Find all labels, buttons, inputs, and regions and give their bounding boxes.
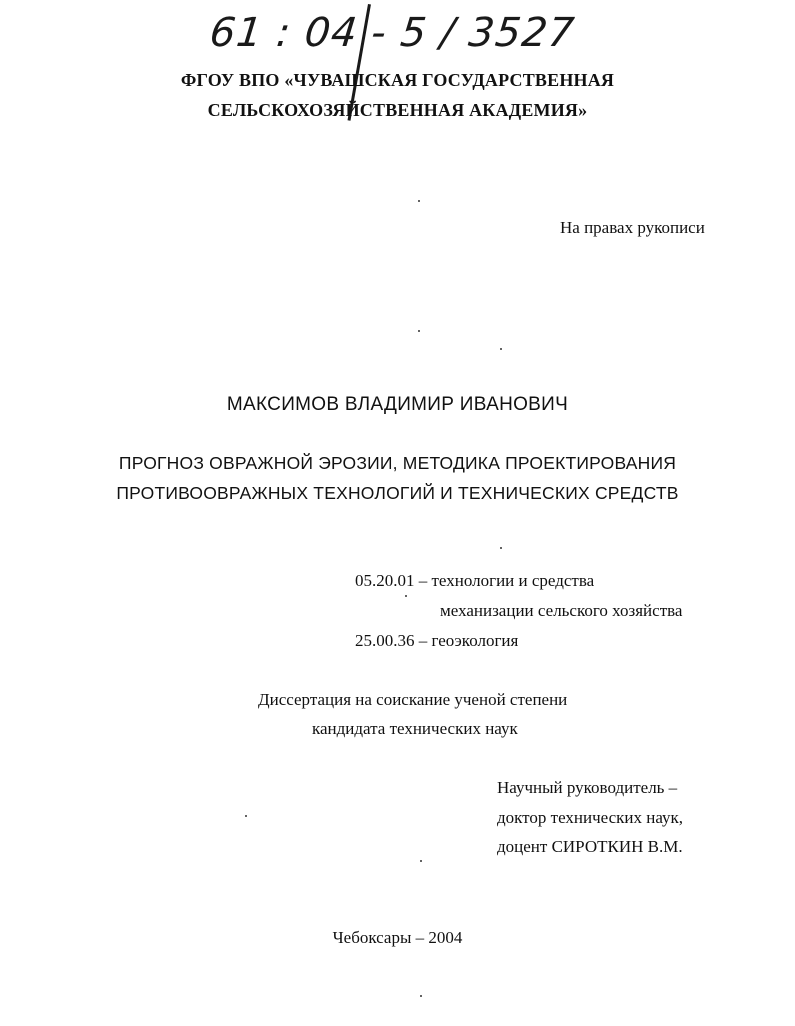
thesis-title-line-1: ПРОГНОЗ ОВРАЖНОЙ ЭРОЗИИ, МЕТОДИКА ПРОЕКТИРОВАНИЯ xyxy=(118,453,677,473)
scan-speck xyxy=(420,860,422,862)
specialty-line-1: 05.20.01 – технологии и средства xyxy=(355,571,595,590)
scan-speck xyxy=(245,815,247,817)
specialty-line-2: механизации сельского хозяйства xyxy=(440,601,683,620)
supervisor-line-1: Научный руководитель – xyxy=(497,778,678,797)
city-year: Чебоксары – 2004 xyxy=(332,928,463,947)
scan-speck xyxy=(405,595,407,597)
dissertation-line-2: кандидата технических наук xyxy=(312,719,518,738)
organization-line-1: ФГОУ ВПО «ЧУВАШСКАЯ ГОСУДАРСТВЕННАЯ xyxy=(180,70,615,90)
rights-note: На правах рукописи xyxy=(560,218,705,237)
supervisor-line-2: доктор технических наук, xyxy=(497,808,684,827)
scan-speck xyxy=(500,348,502,350)
scan-speck xyxy=(418,330,420,332)
thesis-title-line-2: ПРОТИВООВРАЖНЫХ ТЕХНОЛОГИЙ И ТЕХНИЧЕСКИХ СРЕДСТВ xyxy=(116,483,679,503)
scan-speck xyxy=(420,995,422,997)
specialty-line-3: 25.00.36 – геоэкология xyxy=(355,631,519,650)
scan-speck xyxy=(418,200,420,202)
scan-speck xyxy=(500,547,502,549)
supervisor-line-3: доцент СИРОТКИН В.М. xyxy=(497,837,683,856)
handwritten-archive-code: 61 : 04 - 5 / 3527 xyxy=(207,10,578,56)
author-name: МАКСИМОВ ВЛАДИМИР ИВАНОВИЧ xyxy=(226,394,569,415)
organization-line-2: СЕЛЬСКОХОЗЯЙСТВЕННАЯ АКАДЕМИЯ» xyxy=(207,100,588,120)
dissertation-line-1: Диссертация на соискание ученой степени xyxy=(258,690,568,709)
